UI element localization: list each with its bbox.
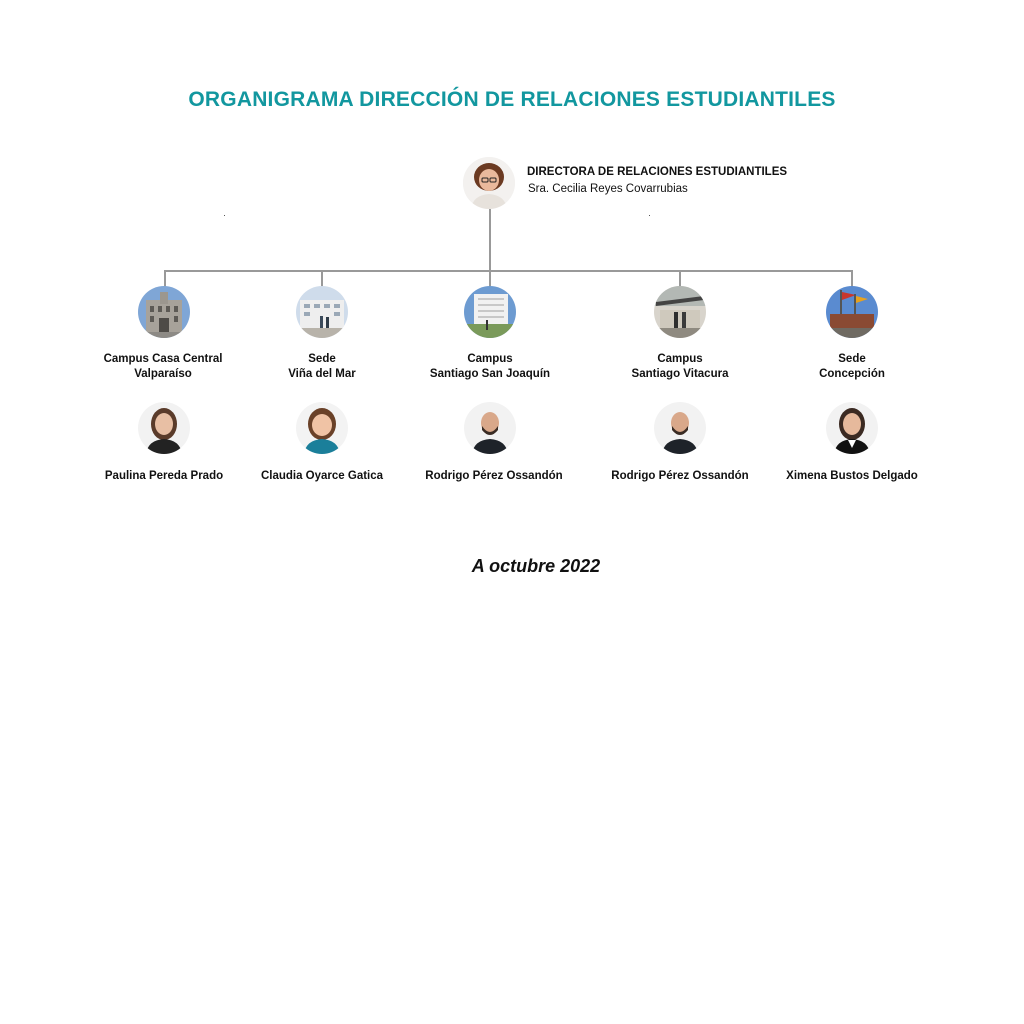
connector-horizontal (164, 270, 853, 272)
person-photo-paulina (138, 402, 190, 454)
person-name-2: Claudia Oyarce Gatica (260, 470, 384, 482)
campus-label-line2: Santiago Vitacura (631, 368, 729, 380)
campus-label-line1: Sede (838, 353, 866, 365)
director-role: DIRECTORA DE RELACIONES ESTUDIANTILES (527, 166, 788, 178)
campus-photo-san-joaquin (464, 286, 516, 338)
connector-drop (321, 270, 323, 287)
campus-label-4 (595, 352, 765, 382)
campus-label-2 (237, 352, 407, 382)
person-name-4: Rodrigo Pérez Ossandón (611, 470, 749, 482)
decorative-dot (649, 215, 650, 216)
person-photo-claudia (296, 402, 348, 454)
connector-drop (851, 270, 853, 287)
campus-label-line2: Viña del Mar (288, 368, 356, 380)
campus-label-line2: Valparaíso (134, 368, 192, 380)
campus-label-1 (78, 352, 248, 382)
campus-label-line1: Sede (308, 353, 336, 365)
campus-photo-concepcion (826, 286, 878, 338)
person-photo-rodrigo-1 (464, 402, 516, 454)
campus-label-line1: Campus Casa Central (103, 353, 223, 365)
person-name-3: Rodrigo Pérez Ossandón (425, 470, 563, 482)
person-photo-ximena (826, 402, 878, 454)
campus-label-5 (767, 352, 937, 382)
campus-photo-vina-del-mar (296, 286, 348, 338)
page-title: ORGANIGRAMA DIRECCIÓN DE RELACIONES ESTUDIANTILES (188, 88, 836, 111)
connector-vertical-main (489, 209, 491, 272)
person-photo-rodrigo-2 (654, 402, 706, 454)
person-name-5: Ximena Bustos Delgado (786, 470, 918, 482)
connector-drop (489, 270, 491, 287)
campus-photo-vitacura (654, 286, 706, 338)
connector-drop (164, 270, 166, 287)
campus-label-line2: Santiago San Joaquín (429, 368, 551, 380)
director-photo (463, 157, 515, 209)
director-name: Sra. Cecilia Reyes Covarrubias (528, 183, 688, 195)
campus-photo-casa-central (138, 286, 190, 338)
decorative-dot (224, 215, 225, 216)
connector-drop (679, 270, 681, 287)
person-name-1: Paulina Pereda Prado (104, 470, 224, 482)
campus-label-line1: Campus (657, 353, 703, 365)
campus-label-line2: Concepción (819, 368, 885, 380)
campus-label-line1: Campus (467, 353, 513, 365)
campus-label-3 (405, 352, 575, 382)
date-caption: A octubre 2022 (471, 556, 601, 576)
